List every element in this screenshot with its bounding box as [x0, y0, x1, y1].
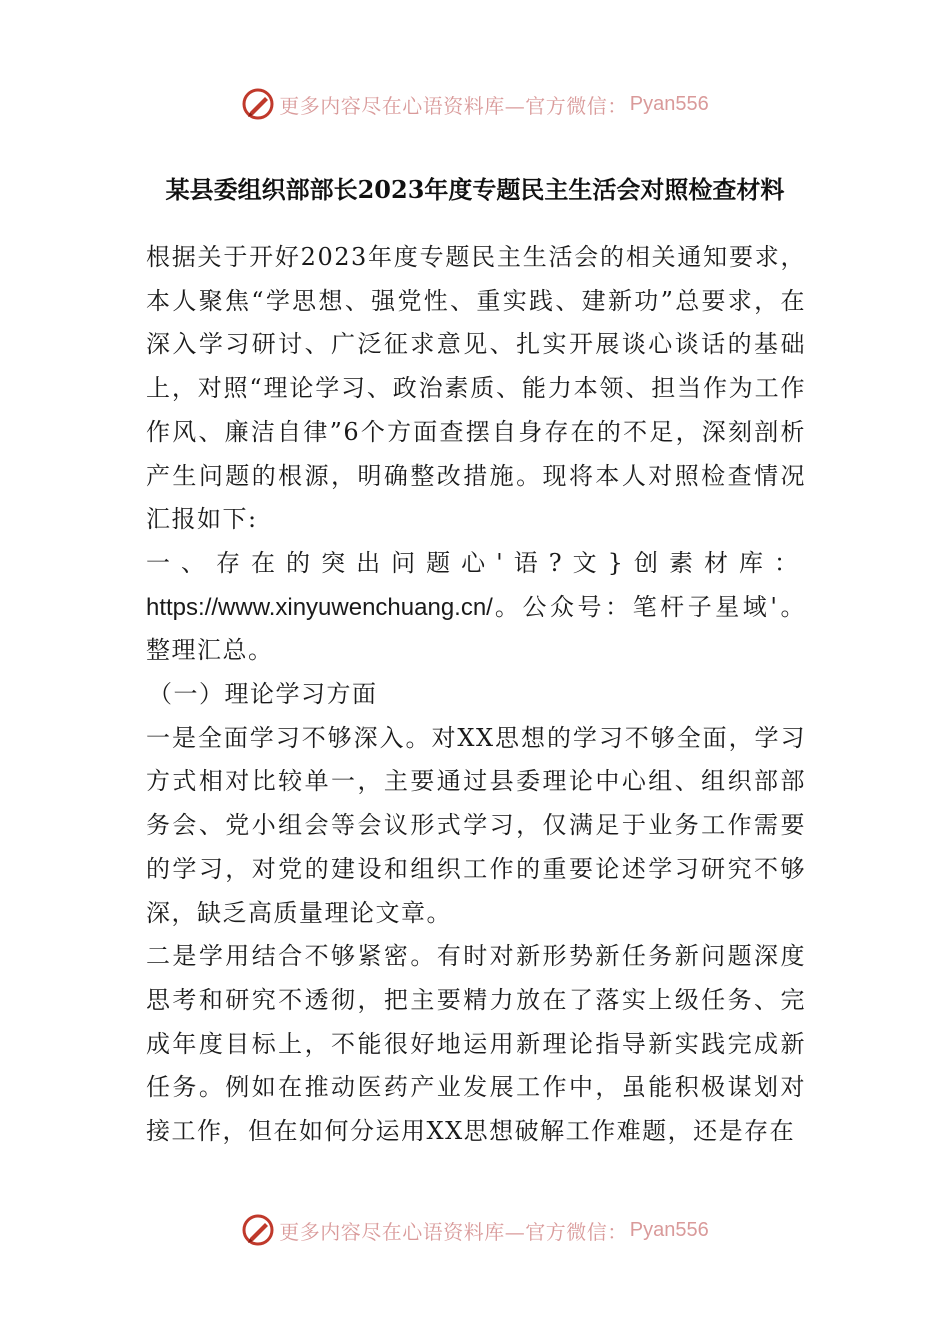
banner-wechat-id: Pyan556: [629, 1218, 709, 1241]
section-heading-1: [146, 542, 806, 673]
banner-text: 更多内容尽在心语资料库—官方微信：: [279, 93, 628, 118]
header-banner: [0, 86, 950, 122]
paragraph-1: 一是全面学习不够深入。对XX思想的学习不够全面，学习方式相对比较单一，主要通过县委理论中心组、组织部部务会、党小组会等会议形式学习，仅满足于业务工作需要的学习，对党的建设和组织工作的重要论述学习研究不够深，缺乏高质量理论文章。: [146, 723, 806, 927]
footer-banner: [0, 1212, 950, 1248]
intro-paragraph: 根据关于开好2023年度专题民主生活会的相关通知要求，本人聚焦“学思想、强党性、重实践、建新功”总要求，在深入学习研讨、广泛征求意见、扎实开展谈心谈话的基础上，对照“理论学习、政治素质、能力本领、担当作为工作作风、廉洁自律”6个方面查摆自身存在的不足，深刻剖析产生问题的根源，明确整改措施。现将本人对照检查情况汇报如下:: [146, 243, 806, 534]
paragraph-2: 二是学用结合不够紧密。有时对新形势新任务新问题深度思考和研究不透彻，把主要精力放在了落实上级任务、完成年度目标上，不能很好地运用新理论指导新实践完成新任务。例如在推动医药产业发展工作中，虽能积极谋划对接工作，但在如何分运用XX思想破解工作难题，还是存在: [146, 942, 806, 1146]
document-body: [146, 236, 806, 1154]
pen-logo-icon: [241, 1213, 275, 1247]
section1-suffix: 。公众号：笔杆子星域'。整理汇总。: [146, 592, 806, 665]
subsection-heading: （一）理论学习方面: [148, 680, 378, 709]
banner-text: 更多内容尽在心语资料库—官方微信：: [279, 1219, 628, 1244]
banner-wechat-id: Pyan556: [629, 92, 709, 115]
document-title: 某县委组织部部长2023年度专题民主生活会对照检查材料: [165, 175, 785, 204]
pen-logo-icon: [241, 87, 275, 121]
section1-url[interactable]: https://www.xinyuwenchuang.cn/: [146, 593, 493, 621]
section1-prefix: 一、存在的突出问题心'语?文}创素材库：: [146, 548, 806, 577]
